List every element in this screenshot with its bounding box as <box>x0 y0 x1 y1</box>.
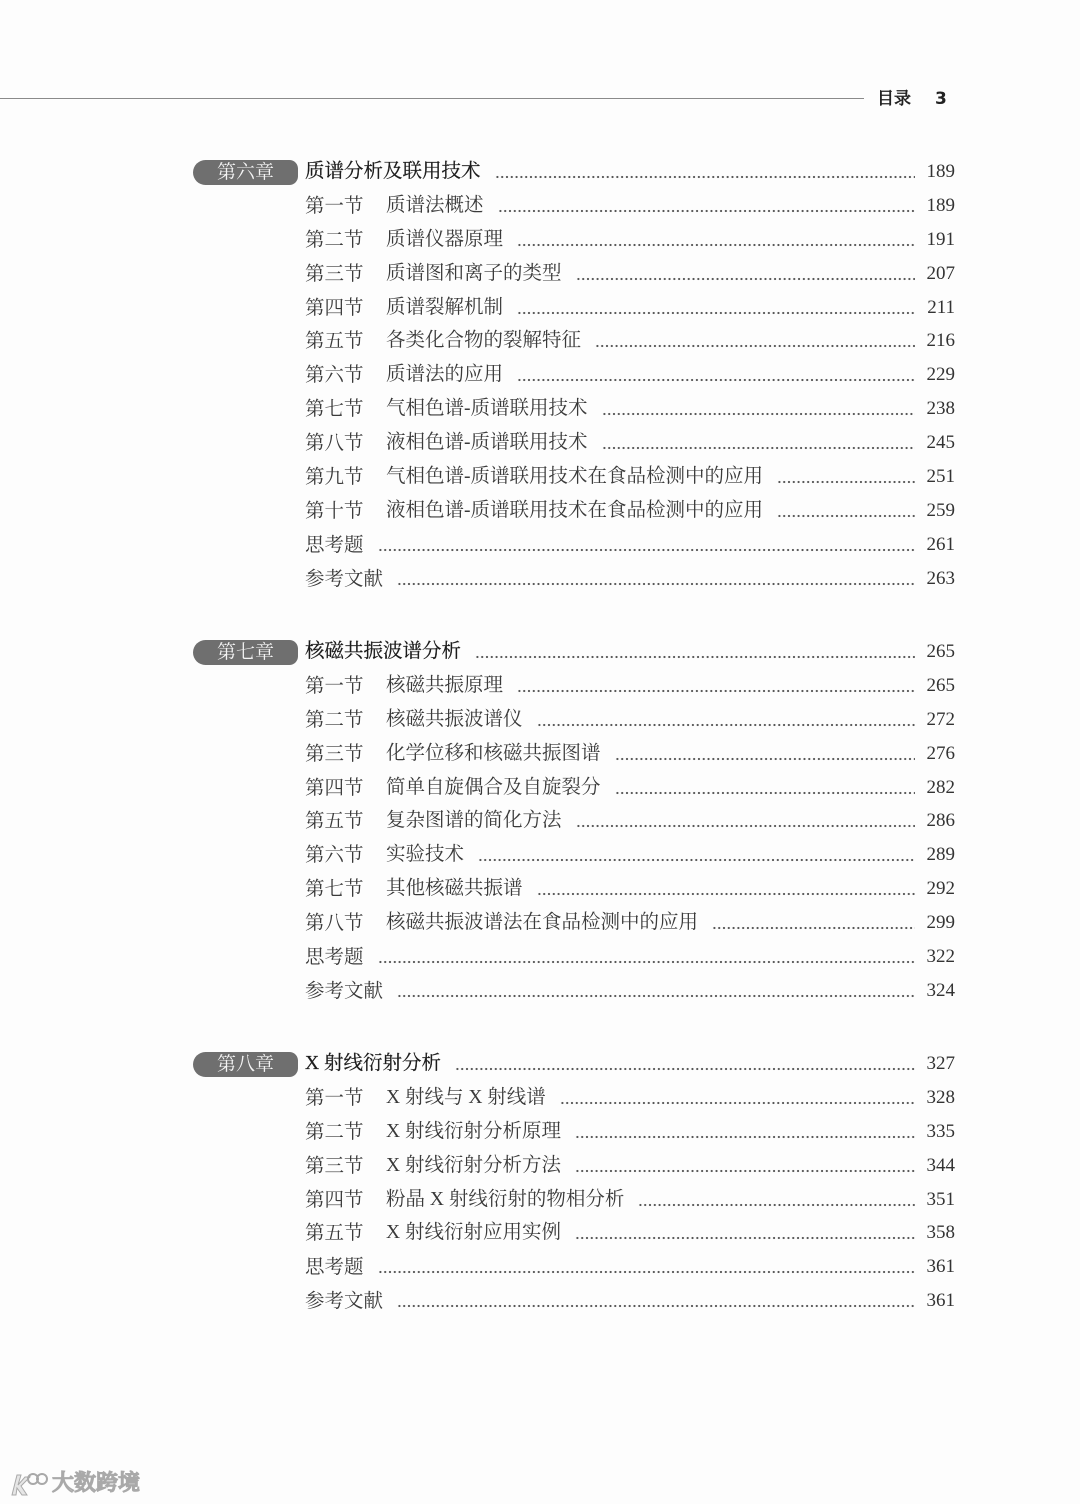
entry-title: 气相色谱-质谱联用技术在食品检测中的应用 <box>386 466 763 488</box>
page-number: 272 <box>926 708 955 730</box>
watermark-text: 大数跨境 <box>52 1471 141 1496</box>
chapter-title: 核磁共振波谱分析 <box>305 641 462 662</box>
entry-label: 第九节 <box>305 465 364 489</box>
page-number: 263 <box>926 567 955 589</box>
dot-leader <box>576 257 915 291</box>
page-number: 335 <box>926 1120 955 1142</box>
entry-title: 粉晶 X 射线衍射的物相分析 <box>386 1188 625 1210</box>
toc-entry <box>193 669 955 703</box>
dot-leader <box>517 358 915 392</box>
dot-leader <box>537 872 915 906</box>
toc-entry <box>193 838 955 872</box>
entry-label: 思考题 <box>305 532 364 556</box>
dot-leader <box>602 392 916 426</box>
toc-entry <box>193 189 955 223</box>
entry-label: 参考文献 <box>305 978 384 1002</box>
dot-leader <box>397 1284 915 1318</box>
dot-leader <box>478 838 915 872</box>
entry-title: X 射线衍射分析原理 <box>386 1120 561 1142</box>
entry-label: 参考文献 <box>305 1289 384 1313</box>
dot-leader <box>712 906 915 940</box>
entry-label: 第一节 <box>305 1085 364 1109</box>
entry-title: 化学位移和核磁共振图谱 <box>386 742 601 764</box>
entry-title: X 射线与 X 射线谱 <box>386 1086 546 1108</box>
entry-label: 第四节 <box>305 295 364 319</box>
page-number: 276 <box>926 742 955 764</box>
toc-entry <box>193 1216 955 1250</box>
dot-leader <box>575 1115 915 1149</box>
entry-title: 质谱法概述 <box>386 194 484 216</box>
entry-title: X 射线衍射应用实例 <box>386 1222 561 1244</box>
toc-entry <box>193 1183 955 1217</box>
page-number: 344 <box>926 1154 955 1176</box>
entry-title: 实验技术 <box>386 844 465 866</box>
dot-leader <box>575 1216 915 1250</box>
dot-leader <box>378 1250 915 1284</box>
dot-leader <box>397 562 915 596</box>
dot-leader <box>615 771 915 805</box>
entry-title: 气相色谱-质谱联用技术 <box>386 398 588 420</box>
page-number: 189 <box>926 161 955 182</box>
dot-leader <box>777 494 915 528</box>
entry-title: 核磁共振波谱法在食品检测中的应用 <box>386 912 699 934</box>
entry-title: 简单自旋偶合及自旋裂分 <box>386 776 601 798</box>
page-number: 328 <box>926 1086 955 1108</box>
entry-title: 质谱法的应用 <box>386 364 504 386</box>
entry-label: 第一节 <box>305 193 364 217</box>
entry-title: 核磁共振原理 <box>386 674 504 696</box>
entry-title: 液相色谱-质谱联用技术在食品检测中的应用 <box>386 499 763 521</box>
page-number: 265 <box>926 674 955 696</box>
entry-title: 液相色谱-质谱联用技术 <box>386 432 588 454</box>
entry-label: 第二节 <box>305 707 364 731</box>
toc-entry <box>193 906 955 940</box>
chapter-badge: 第八章 <box>193 1052 298 1077</box>
entry-label: 第三节 <box>305 741 364 765</box>
page-number: 289 <box>926 844 955 866</box>
entry-title: 复杂图谱的简化方法 <box>386 810 562 832</box>
watermark <box>8 1468 140 1500</box>
page-number: 207 <box>926 262 955 284</box>
page-number: 299 <box>926 912 955 934</box>
page-number: 211 <box>927 296 955 318</box>
dot-leader <box>475 635 915 669</box>
page-number: 229 <box>926 364 955 386</box>
toc-chapter-7 <box>193 635 955 1008</box>
entry-label: 第四节 <box>305 775 364 799</box>
toc-entry-references <box>193 974 955 1008</box>
entry-title: 质谱仪器原理 <box>386 228 504 250</box>
entry-label: 第六节 <box>305 363 364 387</box>
entry-label: 第四节 <box>305 1187 364 1211</box>
dot-leader <box>378 528 915 562</box>
dot-leader <box>595 324 915 358</box>
page-number: 282 <box>926 776 955 798</box>
dot-leader <box>397 974 915 1008</box>
toc-chapter-row <box>193 635 955 669</box>
toc-entry <box>193 223 955 257</box>
page-number: 322 <box>926 946 955 968</box>
page-number: 259 <box>926 499 955 521</box>
toc-entry <box>193 426 955 460</box>
toc-chapter-6 <box>193 155 955 596</box>
entry-label: 第五节 <box>305 329 364 353</box>
entry-label: 第一节 <box>305 673 364 697</box>
dot-leader <box>495 155 915 189</box>
page-number: 265 <box>926 641 955 662</box>
toc-entry-exercises <box>193 940 955 974</box>
dot-leader <box>537 703 915 737</box>
entry-label: 思考题 <box>305 945 364 969</box>
toc-chapter-row <box>193 1047 955 1081</box>
page-number: 324 <box>926 979 955 1001</box>
dot-leader <box>455 1047 915 1081</box>
dot-leader <box>517 291 915 325</box>
dot-leader <box>615 737 915 771</box>
entry-label: 第三节 <box>305 1153 364 1177</box>
dot-leader <box>777 460 915 494</box>
dot-leader <box>602 426 916 460</box>
toc-entry-references <box>193 562 955 596</box>
header-rule <box>0 98 864 99</box>
dot-leader <box>560 1081 915 1115</box>
page-number: 245 <box>926 432 955 454</box>
running-header-title: 目录 <box>877 89 911 109</box>
dot-leader <box>378 940 915 974</box>
logo-icon <box>8 1469 48 1499</box>
entry-title: 各类化合物的裂解特征 <box>386 330 582 352</box>
dot-leader <box>517 669 915 703</box>
entry-title: 质谱裂解机制 <box>386 296 504 318</box>
toc-entry <box>193 291 955 325</box>
page-number: 358 <box>926 1222 955 1244</box>
entry-label: 第七节 <box>305 877 364 901</box>
toc-entry <box>193 737 955 771</box>
entry-label: 思考题 <box>305 1255 364 1279</box>
dot-leader <box>576 804 915 838</box>
page-number: 191 <box>926 228 955 250</box>
entry-label: 第二节 <box>305 1119 364 1143</box>
toc-entry <box>193 771 955 805</box>
page-number: 189 <box>926 194 955 216</box>
dot-leader <box>575 1149 915 1183</box>
page-number: 292 <box>926 878 955 900</box>
toc-entry <box>193 358 955 392</box>
toc-entry <box>193 872 955 906</box>
toc-chapter-8 <box>193 1047 955 1318</box>
toc-entry <box>193 1149 955 1183</box>
chapter-badge: 第七章 <box>193 640 298 665</box>
chapter-title: 质谱分析及联用技术 <box>305 161 481 182</box>
entry-label: 第六节 <box>305 843 364 867</box>
dot-leader <box>638 1183 915 1217</box>
chapter-badge: 第六章 <box>193 160 298 185</box>
entry-label: 第二节 <box>305 227 364 251</box>
page-number: 286 <box>926 810 955 832</box>
page-number: 361 <box>926 1256 955 1278</box>
page-number: 238 <box>926 398 955 420</box>
page-number: 216 <box>926 330 955 352</box>
entry-label: 第三节 <box>305 261 364 285</box>
entry-title: 质谱图和离子的类型 <box>386 262 562 284</box>
entry-title: 其他核磁共振谱 <box>386 878 523 900</box>
entry-label: 参考文献 <box>305 566 384 590</box>
toc-entry <box>193 494 955 528</box>
page-number: 351 <box>926 1188 955 1210</box>
dot-leader <box>517 223 915 257</box>
chapter-title: X 射线衍射分析 <box>305 1053 441 1074</box>
toc-chapter-row <box>193 155 955 189</box>
entry-title: X 射线衍射分析方法 <box>386 1154 561 1176</box>
toc-entry <box>193 1115 955 1149</box>
toc-entry <box>193 392 955 426</box>
entry-label: 第八节 <box>305 431 364 455</box>
entry-label: 第七节 <box>305 397 364 421</box>
entry-title: 核磁共振波谱仪 <box>386 708 523 730</box>
toc-entry <box>193 324 955 358</box>
toc-entry <box>193 257 955 291</box>
page-number: 327 <box>926 1053 955 1074</box>
entry-label: 第八节 <box>305 911 364 935</box>
toc-entry-exercises <box>193 1250 955 1284</box>
toc-entry <box>193 1081 955 1115</box>
dot-leader <box>498 189 915 223</box>
running-header-page-number: 3 <box>935 89 947 109</box>
page-number: 251 <box>926 466 955 488</box>
toc-entry <box>193 804 955 838</box>
page-number: 261 <box>926 533 955 555</box>
toc-entry-exercises <box>193 528 955 562</box>
page-number: 361 <box>926 1290 955 1312</box>
toc-entry <box>193 703 955 737</box>
toc-entry-references <box>193 1284 955 1318</box>
entry-label: 第十节 <box>305 498 364 522</box>
entry-label: 第五节 <box>305 809 364 833</box>
toc-entry <box>193 460 955 494</box>
entry-label: 第五节 <box>305 1221 364 1245</box>
